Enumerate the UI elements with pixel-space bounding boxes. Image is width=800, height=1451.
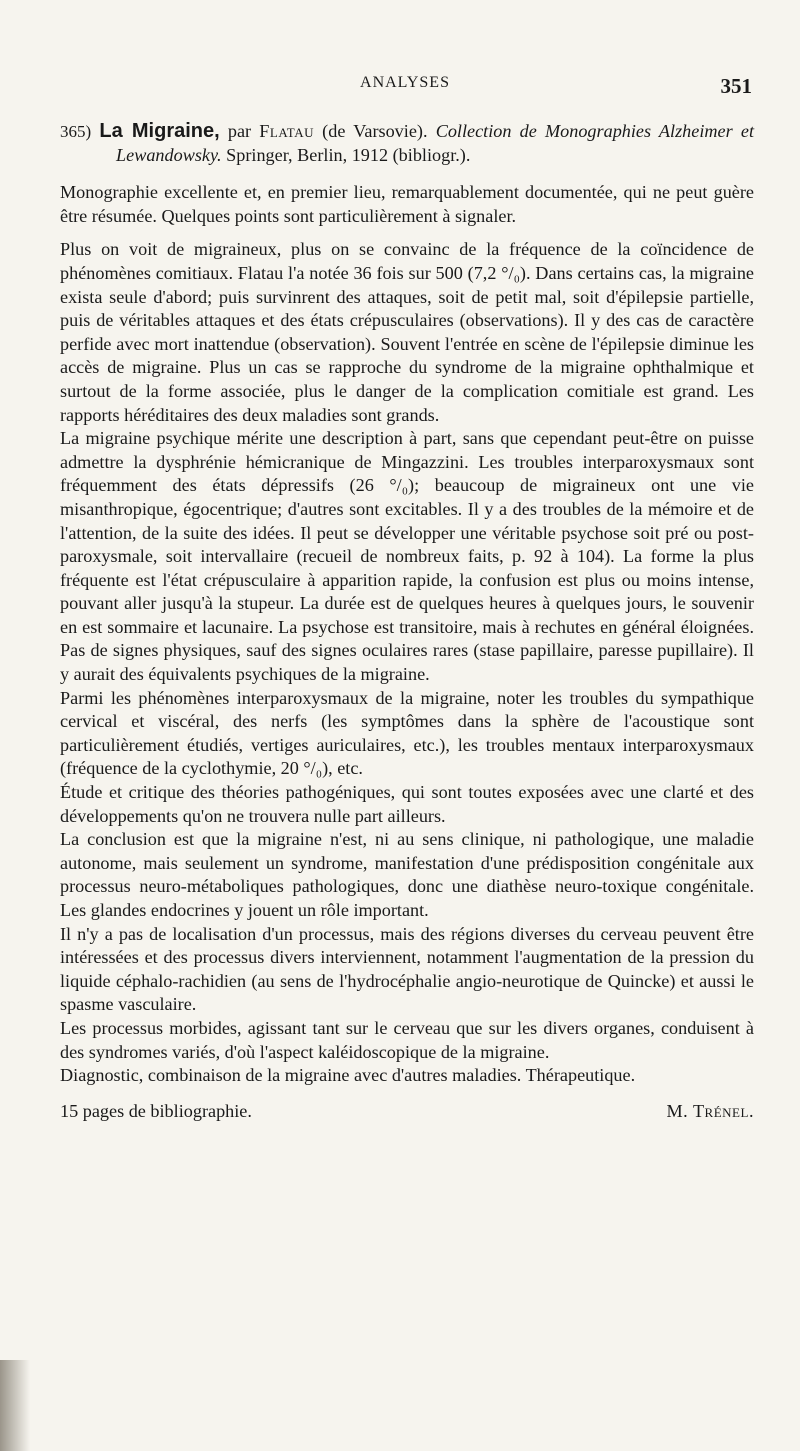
page-edge-shadow	[0, 1360, 30, 1451]
running-head	[58, 74, 752, 104]
entry-collection: Collection de Monographies Alzheimer et Lewandowsky.	[116, 121, 754, 165]
entry-publisher: Springer, Berlin, 1912 (bibliogr.).	[226, 144, 471, 165]
paragraph: La conclusion est que la migraine n'est, ni au sens clinique, ni pathologique, une maladie autonome, mais seulement un syndrome, manifestation d'une prédisposition congénitale aux processus neuro-métaboliques pathologiques, donc une diathèse neuro-toxique congénitale. Les glandes endocrines y jouent un rôle important.	[60, 829, 754, 920]
entry-author: Flatau	[259, 121, 314, 141]
bibliography-note: 15 pages de bibliographie.	[60, 1100, 252, 1121]
paragraph: Il n'y a pas de localisation d'un processus, mais des régions diverses du cerveau peuvent être intéressées et des processus divers interviennent, notamment l'augmentation de la pression du liquide céphalo-rachidien (au sens de l'hydrocéphalie angio-neurotique de Quincke) et aussi le spasme vasculaire.	[60, 923, 754, 1015]
entry-number: 365)	[60, 122, 92, 141]
entry-by: par	[227, 121, 252, 141]
entry-origin: (de Varsovie).	[322, 121, 428, 141]
signature: M. Trénel.	[666, 1100, 754, 1121]
article-body	[60, 120, 754, 1123]
entry-heading	[60, 120, 754, 167]
footer-line	[60, 1100, 754, 1124]
paragraph: Parmi les phénomènes interparoxysmaux de la migraine, noter les troubles du sympathique cervical et viscéral, des nerfs (les symptômes dans la sphère de l'acoustique sont particulièrement étudiés, vertiges auriculaires, etc.), les troubles mentaux interparoxysmaux (fréquence de la cyclothymie, 20 °/₀), etc.	[60, 687, 754, 779]
entry-title: La Migraine,	[99, 120, 220, 142]
paragraph: Plus on voit de migraineux, plus on se convainc de la fréquence de la coïncidence de phénomènes comitiaux. Flatau l'a notée 36 fois sur 500 (7,2 °/₀). Dans certains cas, la migraine exista seule d'abord; puis survinrent des attaques, soit de petit mal, soit d'épilepsie partielle, puis de véritables attaques et des états crépusculaires (observations). Il y des cas de caractère perfide avec mort inattendue (observation). Souvent l'entrée en scène de l'épilepsie diminue les accès de migraine. Plus un cas se rapproche du syndrome de la migraine ophthalmique et surtout de la forme associée, plus le danger de la complication comitiale est grand. Les rapports héréditaires des deux maladies sont grands.	[60, 239, 754, 425]
page-number: 351	[720, 74, 752, 98]
paragraph: Diagnostic, combinaison de la migraine avec d'autres maladies. Thérapeutique.	[60, 1065, 636, 1086]
paragraph: Les processus morbides, agissant tant sur le cerveau que sur les divers organes, conduisent à des syndromes variés, d'où l'aspect kaléidoscopique de la migraine.	[60, 1017, 754, 1062]
running-title: ANALYSES	[360, 74, 450, 91]
paragraph: La migraine psychique mérite une description à part, sans que cependant peut-être on puisse admettre la dysphrénie hémicranique de Mingazzini. Les troubles interparoxysmaux sont fréquemment des états dépressifs (26 °/₀); beaucoup de migraineux ont une vie misanthropique, égocentrique; d'autres sont excitables. Il y a des troubles de la mémoire et de l'attention, de la suite des idées. Il peut se développer une véritable psychose soit pré ou post-paroxysmale, soit intervallaire (recueil de nombreux faits, p. 92 à 104). La forme la plus fréquente est l'état crépusculaire à apparition rapide, la confusion est plus ou moins intense, pouvant aller jusqu'à la stupeur. La durée est de quelques heures à quelques jours, le souvenir en est sommaire et lacunaire. La psychose est transitoire, mais à rechutes en général éloignées. Pas de signes physiques, sauf des signes oculaires rares (stase papillaire, paresse pupillaire). Il y aurait des équivalents psychiques de la migraine.	[60, 428, 754, 685]
paragraph: Monographie excellente et, en premier lieu, remarquablement documentée, qui ne peut guère être résumée. Quelques points sont particulièrement à signaler.	[60, 182, 754, 226]
paragraph: Étude et critique des théories pathogéniques, qui sont toutes exposées avec une clarté et des développements qu'on ne trouvera nulle part ailleurs.	[60, 782, 754, 826]
